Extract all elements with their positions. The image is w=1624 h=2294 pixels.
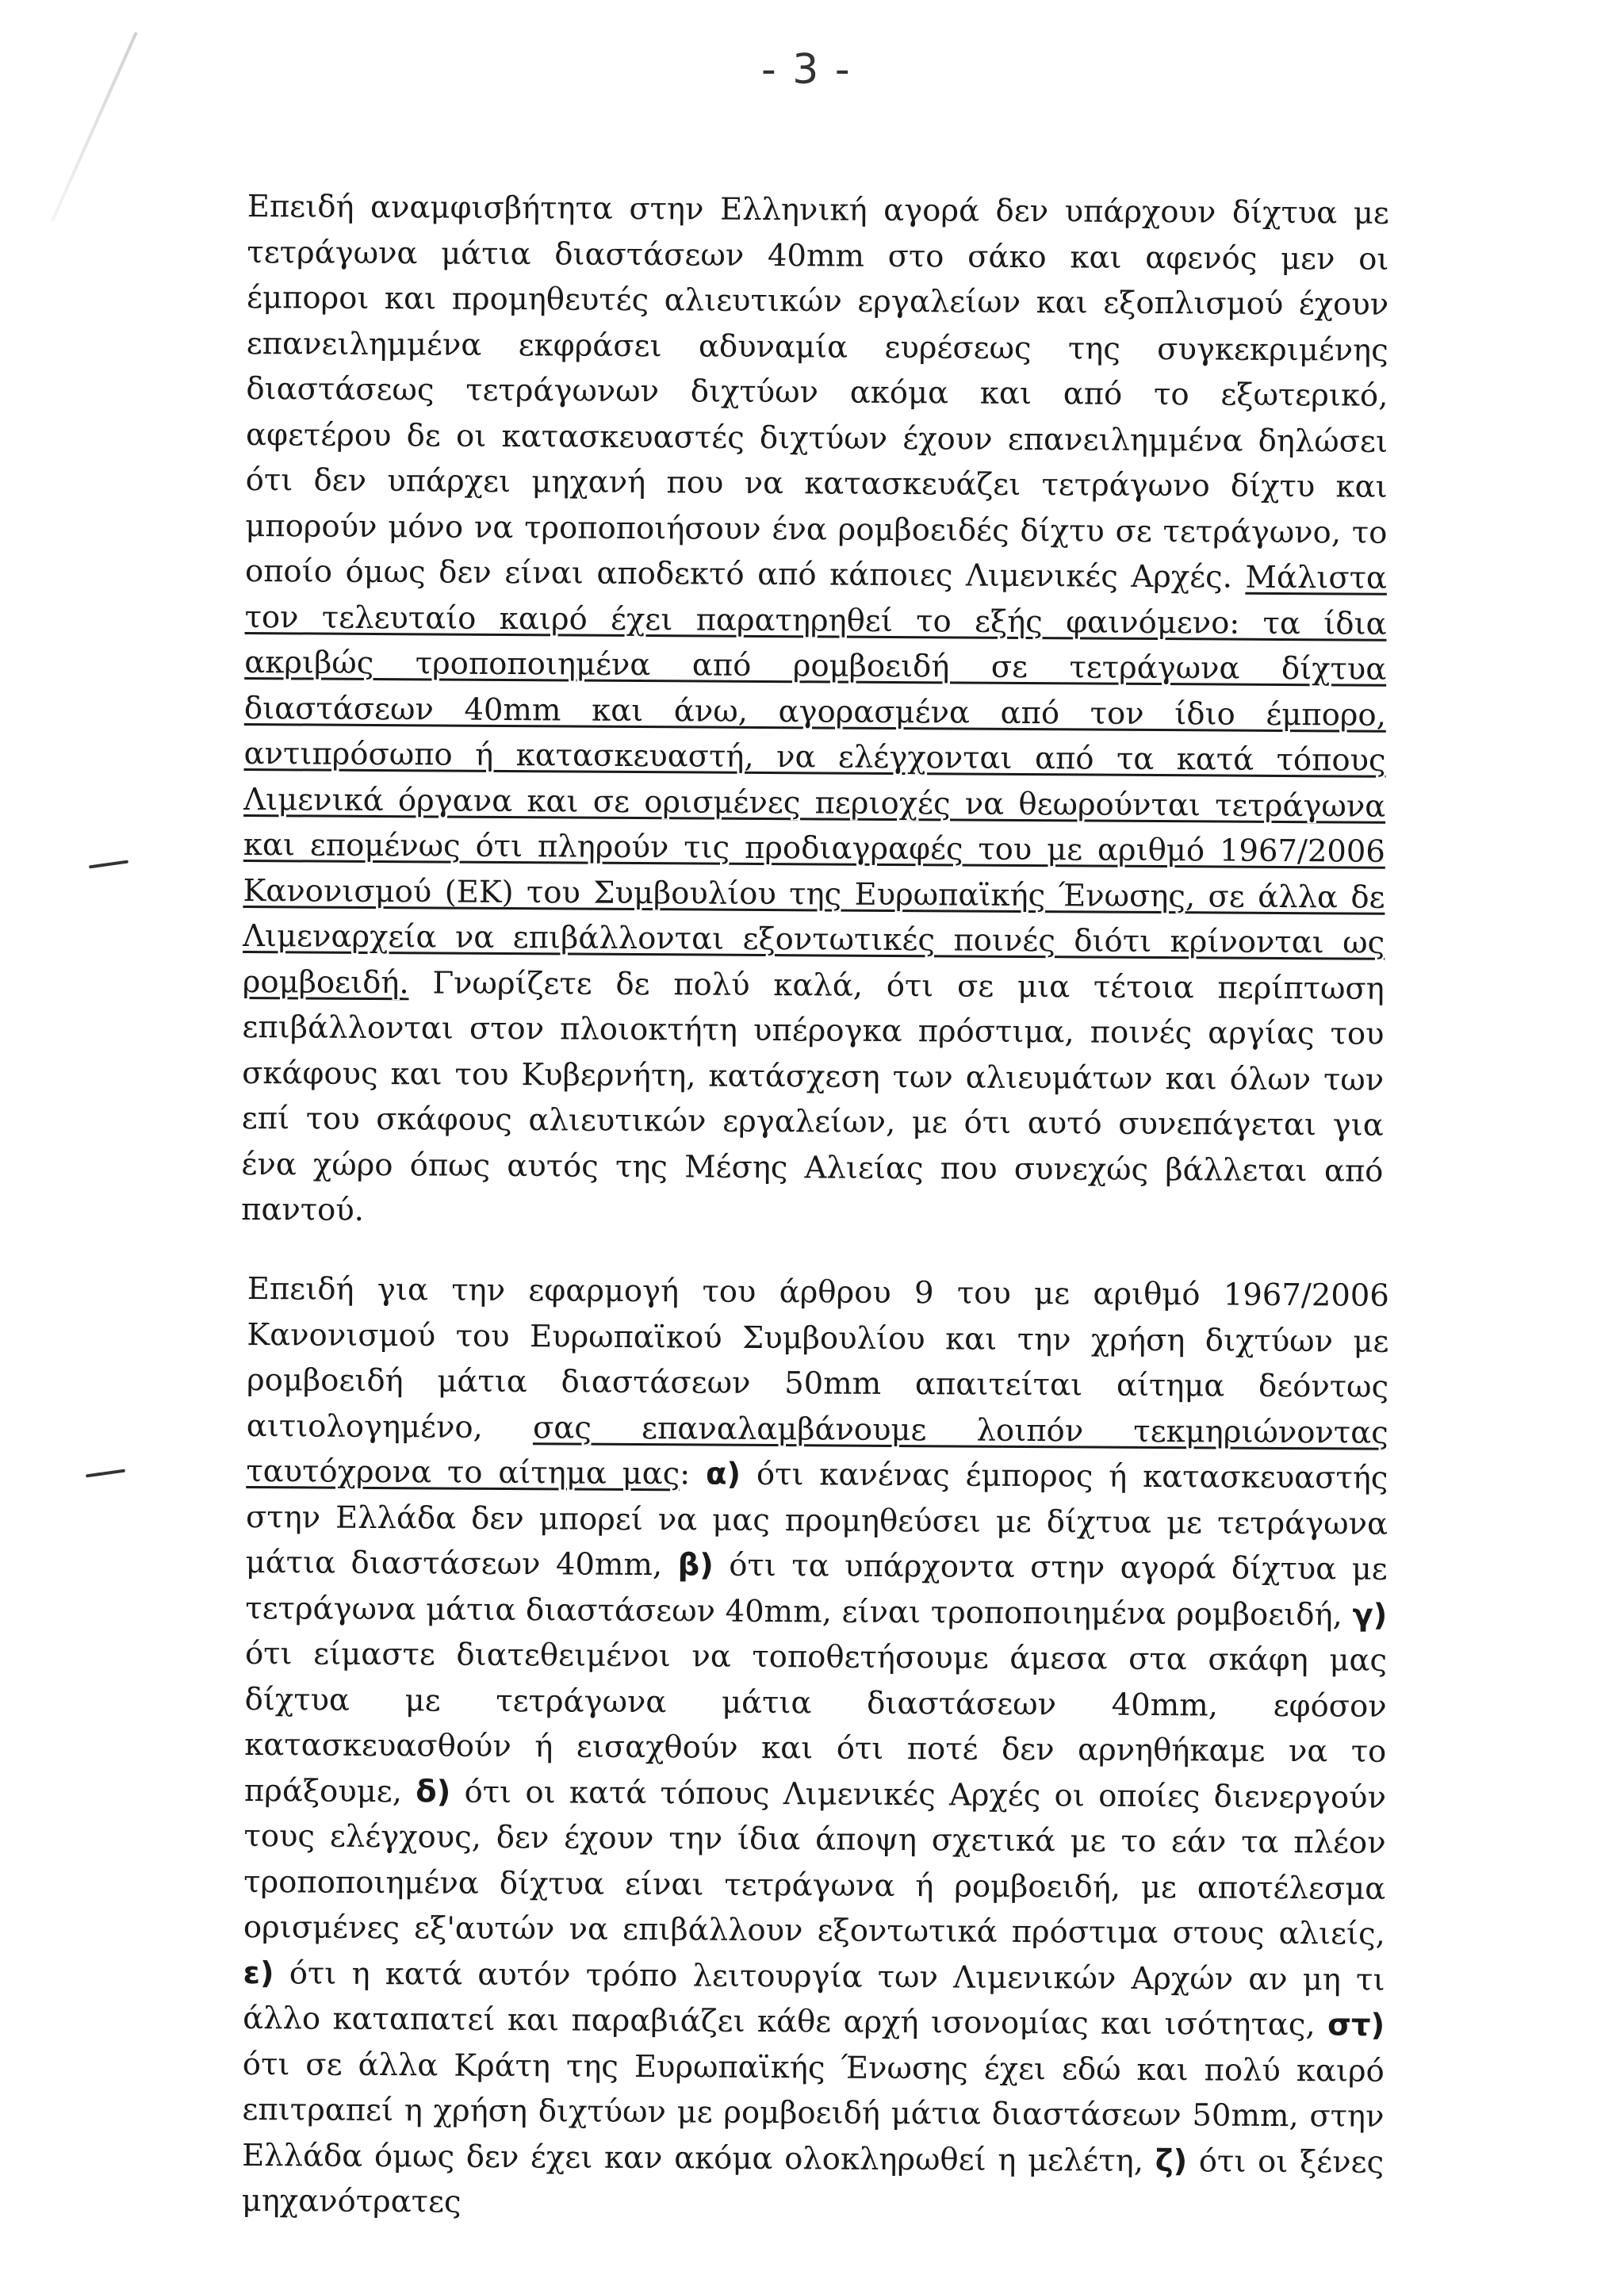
list-label-d: δ) <box>416 1773 451 1810</box>
list-label-st: στ) <box>1327 2006 1385 2043</box>
paragraph-1-closing-text: Γνωρίζετε δε πολύ καλά, ότι σε μια τέτοια περίπτωση επιβάλλονται στον πλοιοκτήτη υπέρογκα πρόστιμα, ποινές αργίας του σκάφους και του Κυβερνήτη, κατάσχεση των αλιευμάτων και όλων των επί του σκάφους αλιευτικών εργαλείων, με ότι αυτό συνεπάγεται για ένα χώρο όπως αυτός της Μέσης Αλιείας που συνεχώς βάλλεται από παντού. <box>240 964 1385 1228</box>
list-label-z: ζ) <box>1155 2143 1188 2179</box>
list-item-z: ότι οι ξένες μηχανότρατες <box>241 2143 1385 2220</box>
list-item-c: ότι είμαστε διατεθειμένοι να τοποθετήσουμε άμεσα στα σκάφη μας δίχτυα με τετράγωνα μάτια διαστάσεων 40mm, εφόσον κατασκευασθούν ή εισαχθούν και ότι ποτέ δεν αρνηθήκαμε να το πράξουμε, <box>243 1635 1388 1810</box>
paragraph-1-underlined-text: Μάλιστα τον τελευταίο καιρό έχει παρατηρηθεί το εξής φαινόμενο: τα ίδια ακριβώς τροποποιημένα από ρομβοειδή σε τετράγωνα δίχτυα διαστάσεων 40mm και άνω, αγορασμένα από τον ίδιο έμπορο, αντιπρόσωπο ή κατασκευαστή, να ελέγχονται από τα κατά τόπους Λιμενικά όργανα και σε ορισμένες περιοχές να θεωρούνται τετράγωνα και επομένως ότι πληρούν τις προδιαγραφές του με αριθμό 1967/2006 Κανονισμού (ΕΚ) του Συμβουλίου της Ευρωπαϊκής Ένωσης, σε άλλα δε Λιμεναρχεία να επιβάλλονται εξοντωτικές ποινές διότι κρίνονται ως ρομβοειδή. <box>242 559 1388 1001</box>
paragraph-2 <box>242 1266 1389 2231</box>
list-item-a: ότι κανένας έμπορος ή κατασκευαστής στην Ελλάδα δεν μπορεί να μας προμηθεύσει με δίχτυα με τετράγωνα μάτια διαστάσεων 40mm, <box>245 1456 1388 1583</box>
document-body <box>240 184 1389 2223</box>
list-label-e: ε) <box>243 1954 274 1991</box>
paragraph-2-text: Επειδή για την εφαρμογή του άρθρου 9 του με αριθμό 1967/2006 Κανονισμού του Ευρωπαϊκού Συμβουλίου και την χρήση διχτύων με ρομβοειδή μάτια διαστάσεων 50mm απαιτείται αίτημα δεόντως αιτιολογημένο, <box>246 1270 1389 1446</box>
scan-artifact-line <box>51 32 137 221</box>
paragraph-2-colon: : <box>680 1455 707 1492</box>
list-item-st: ότι σε άλλα Κράτη της Ευρωπαϊκής Ένωσης έχει εδώ και πολύ καιρό επιτραπεί η χρήση διχτύων με ρομβοειδή μάτια διαστάσεων 50mm, στην Ελλάδα όμως δεν έχει καν ακόμα ολοκληρωθεί η μελέτη, <box>242 2045 1385 2179</box>
list-label-a: α) <box>705 1456 741 1492</box>
list-item-b: ότι τα υπάρχοντα στην αγορά δίχτυα με τετράγωνα μάτια διαστάσεων 40mm, είναι τροποποιημένα ρομβοειδή, <box>245 1547 1388 1633</box>
margin-mark <box>86 1469 125 1478</box>
paragraph-1-text: Επειδή αναμφισβήτητα στην Ελληνική αγορά δεν υπάρχουν δίχτυα με τετράγωνα μάτια διαστάσεων 40mm στο σάκο και αφενός μεν οι έμποροι και προμηθευτές αλιευτικών εργαλείων και εξοπλισμού έχουν επανειλημμένα εκφράσει αδυναμία ευρέσεως της συγκεκριμένης διαστάσεως τετράγωνων διχτύων ακόμα και από το εξωτερικό, αφετέρου δε οι κατασκευαστές διχτύων έχουν επανειλημμένα δηλώσει ότι δεν υπάρχει μηχανή που να κατασκευάζει τετράγωνο δίχτυ και μπορούν μόνο να τροποποιήσουν ένα ρομβοειδές δίχτυ σε τετράγωνο, το οποίο όμως δεν είναι αποδεκτό από κάποιες Λιμενικές Αρχές. <box>244 188 1389 596</box>
list-item-e: ότι η κατά αυτόν τρόπο λειτουργία των Λιμενικών Αρχών αν μη τι άλλο καταπατεί και παραβιάζει κάθε αρχή ισονομίας και ισότητας, <box>243 1955 1385 2043</box>
list-label-c: γ) <box>1352 1596 1388 1633</box>
list-item-d: ότι οι κατά τόπους Λιμενικές Αρχές οι οποίες διενεργούν τους ελέγχους, δεν έχουν την ίδια άποψη σχετικά με το εάν τα πλέον τροποποιημένα δίχτυα είναι τετράγωνα ή ρομβοειδή, με αποτέλεσμα ορισμένες εξ'αυτών να επιβάλλουν εξοντωτικά πρόστιμα στους αλιείς, <box>243 1773 1387 1952</box>
page-number: - 3 - <box>761 46 852 94</box>
paragraph-2-underlined-text: σας επαναλαμβάνουμε λοιπόν τεκμηριώνοντας ταυτόχρονα το αίτημα μας <box>246 1409 1388 1492</box>
list-label-b: β) <box>677 1546 714 1584</box>
margin-mark <box>89 860 128 869</box>
paragraph-1 <box>241 184 1389 1239</box>
